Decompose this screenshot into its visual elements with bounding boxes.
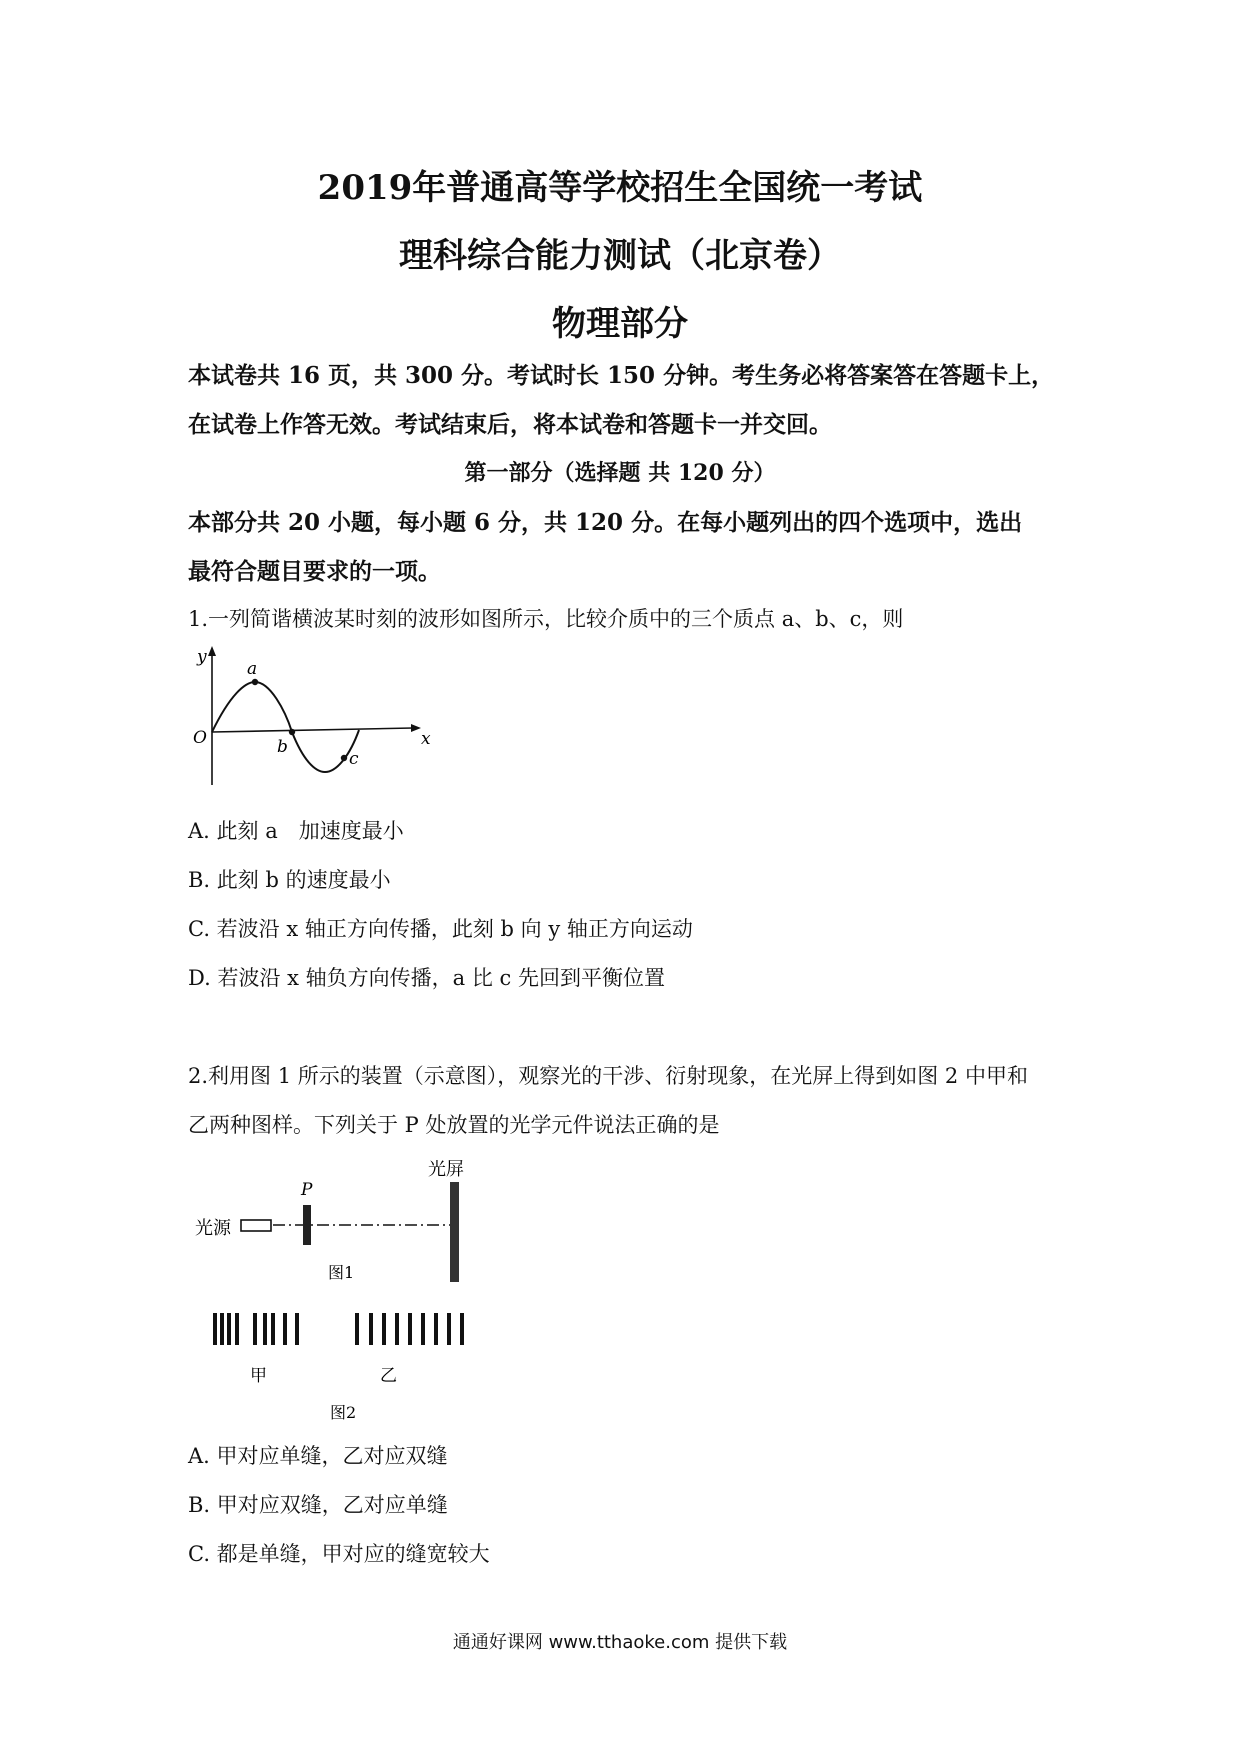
part-heading: 第一部分（选择题 共 120 分） bbox=[464, 460, 776, 486]
point-b-label: b bbox=[277, 737, 288, 757]
figure-2-caption: 图2 bbox=[330, 1403, 357, 1422]
x-axis-label: x bbox=[421, 729, 431, 749]
fringe-bar bbox=[460, 1313, 464, 1345]
light-source-label: 光源 bbox=[195, 1218, 231, 1239]
section-title: 物理部分 bbox=[552, 304, 688, 344]
light-screen bbox=[450, 1182, 459, 1282]
point-c-dot bbox=[341, 755, 347, 761]
question-2-stem-1: 2.利用图 1 所示的装置（示意图），观察光的干涉、衍射现象，在光屏上得到如图 2 中甲和 bbox=[188, 1064, 1028, 1088]
point-b-dot bbox=[289, 729, 295, 735]
question-1-stem: 1.一列简谐横波某时刻的波形如图所示，比较介质中的三个质点 a、b、c，则 bbox=[188, 607, 904, 631]
part-description-2: 最符合题目要求的一项。 bbox=[188, 558, 441, 585]
fringe-bar bbox=[253, 1313, 257, 1345]
apparatus-figure bbox=[185, 1160, 505, 1305]
point-c-label: c bbox=[349, 749, 359, 769]
fringe-bar bbox=[271, 1313, 275, 1345]
y-axis-label: y bbox=[197, 647, 207, 667]
pattern-jia-label: 甲 bbox=[250, 1366, 267, 1386]
question-2-option-c: C. 都是单缝，甲对应的缝宽较大 bbox=[188, 1542, 490, 1566]
intro-line-2: 在试卷上作答无效。考试结束后，将本试卷和答题卡一并交回。 bbox=[188, 411, 832, 438]
part-description-1: 本部分共 20 小题，每小题 6 分，共 120 分。在每小题列出的四个选项中，选出 bbox=[188, 509, 1023, 536]
fringe-bar bbox=[220, 1313, 224, 1345]
fringe-bar bbox=[355, 1313, 359, 1345]
fringe-bar bbox=[263, 1313, 267, 1345]
exam-subtitle: 理科综合能力测试（北京卷） bbox=[399, 236, 841, 276]
pattern-jia bbox=[213, 1313, 299, 1345]
fringe-bar bbox=[235, 1313, 239, 1345]
question-1-option-d: D. 若波沿 x 轴负方向传播，a 比 c 先回到平衡位置 bbox=[188, 966, 665, 990]
point-a-label: a bbox=[247, 659, 258, 679]
light-source-icon bbox=[241, 1220, 271, 1231]
pattern-yi bbox=[355, 1313, 464, 1345]
figure-1-caption: 图1 bbox=[328, 1263, 355, 1282]
footer-credit: 通通好课网 www.tthaoke.com 提供下载 bbox=[452, 1632, 788, 1653]
p-label: P bbox=[301, 1180, 313, 1200]
wave-figure bbox=[185, 640, 445, 790]
question-1-option-b: B. 此刻 b 的速度最小 bbox=[188, 868, 391, 892]
fringe-bar bbox=[408, 1313, 412, 1345]
fringe-bar bbox=[395, 1313, 399, 1345]
fringe-bar bbox=[421, 1313, 425, 1345]
question-1-option-c: C. 若波沿 x 轴正方向传播，此刻 b 向 y 轴正方向运动 bbox=[188, 917, 693, 941]
question-2-stem-2: 乙两种图样。下列关于 P 处放置的光学元件说法正确的是 bbox=[188, 1113, 720, 1137]
fringe-bar bbox=[213, 1313, 217, 1345]
fringe-bar bbox=[447, 1313, 451, 1345]
fringe-bar bbox=[434, 1313, 438, 1345]
pattern-yi-label: 乙 bbox=[380, 1366, 397, 1386]
screen-label: 光屏 bbox=[428, 1160, 464, 1180]
exam-title: 2019年普通高等学校招生全国统一考试 bbox=[317, 168, 923, 208]
point-a-dot bbox=[252, 679, 258, 685]
question-2-option-b: B. 甲对应双缝，乙对应单缝 bbox=[188, 1493, 448, 1517]
fringe-bar bbox=[227, 1313, 231, 1345]
question-2-option-a: A. 甲对应单缝，乙对应双缝 bbox=[188, 1444, 448, 1468]
question-1-option-a: A. 此刻 a 加速度最小 bbox=[188, 819, 404, 843]
intro-line-1: 本试卷共 16 页，共 300 分。考试时长 150 分钟。考生务必将答案答在答题卡上， bbox=[188, 362, 1055, 389]
origin-label: O bbox=[193, 728, 207, 748]
fringe-bar bbox=[369, 1313, 373, 1345]
fringe-patterns-figure bbox=[205, 1305, 485, 1425]
optical-element-p bbox=[303, 1205, 311, 1245]
fringe-bar bbox=[382, 1313, 386, 1345]
fringe-bar bbox=[295, 1313, 299, 1345]
fringe-bar bbox=[283, 1313, 287, 1345]
